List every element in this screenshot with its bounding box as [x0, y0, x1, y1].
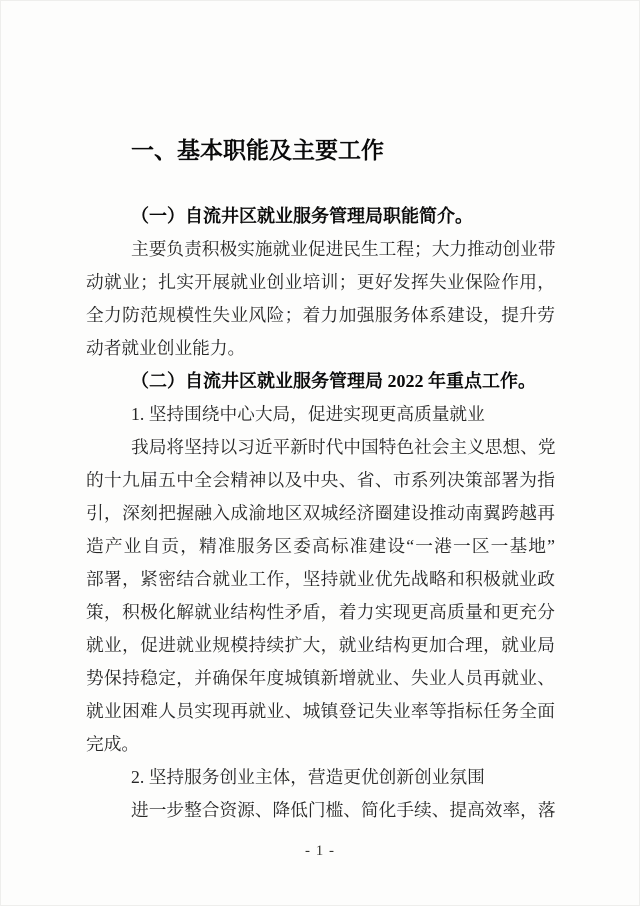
paragraph-line: 进一步整合资源、降低门槛、简化手续、提高效率，落 — [131, 800, 556, 820]
paragraph-line: 引，深刻把握融入成渝地区双城经济圈建设推动南翼跨越再 — [86, 503, 555, 523]
paragraph-line: 我局将坚持以习近平新时代中国特色社会主义思想、党 — [131, 437, 556, 457]
section1-paragraph — [86, 233, 555, 365]
paragraph-line: 部署，紧密结合就业工作，坚持就业优先战略和积极就业政 — [86, 569, 555, 589]
section2-item1-title: 1. 坚持围绕中心大局，促进实现更高质量就业 — [131, 404, 485, 424]
paragraph-line: 就业，促进就业规模持续扩大，就业结构更加合理，就业局 — [86, 635, 555, 655]
paragraph-line: 的十九届五中全会精神以及中央、省、市系列决策部署为指 — [86, 470, 555, 490]
paragraph-line: 动就业；扎实开展就业创业培训；更好发挥失业保险作用， — [86, 272, 555, 292]
paragraph-line: 造产业自贡，精准服务区委高标准建设“一港一区一基地” — [86, 536, 555, 556]
page-number: - 1 - — [305, 843, 335, 859]
section1-title: （一）自流井区就业服务管理局职能简介。 — [131, 206, 473, 226]
paragraph-line: 全力防范规模性失业风险；着力加强服务体系建设，提升劳 — [86, 305, 555, 325]
document-body — [1, 1, 639, 827]
section2-item2-title: 2. 坚持服务创业主体，营造更优创新创业氛围 — [131, 767, 485, 787]
paragraph-line: 势保持稳定，并确保年度城镇新增就业、失业人员再就业、 — [86, 668, 555, 688]
paragraph-line: 动者就业创业能力。 — [86, 338, 246, 358]
section2-title: （二）自流井区就业服务管理局 2022 年重点工作。 — [131, 371, 536, 391]
paragraph-line: 主要负责积极实施就业促进民生工程；大力推动创业带 — [131, 239, 556, 259]
main-heading: 一、基本职能及主要工作 — [131, 137, 384, 163]
paragraph-line: 就业困难人员实现再就业、城镇登记失业率等指标任务全面 — [86, 701, 555, 721]
section2-item1-paragraph — [86, 431, 555, 761]
section2-item2-paragraph — [86, 794, 555, 827]
paragraph-line: 完成。 — [86, 734, 140, 754]
paragraph-line: 策，积极化解就业结构性矛盾，着力实现更高质量和更充分 — [86, 602, 555, 622]
